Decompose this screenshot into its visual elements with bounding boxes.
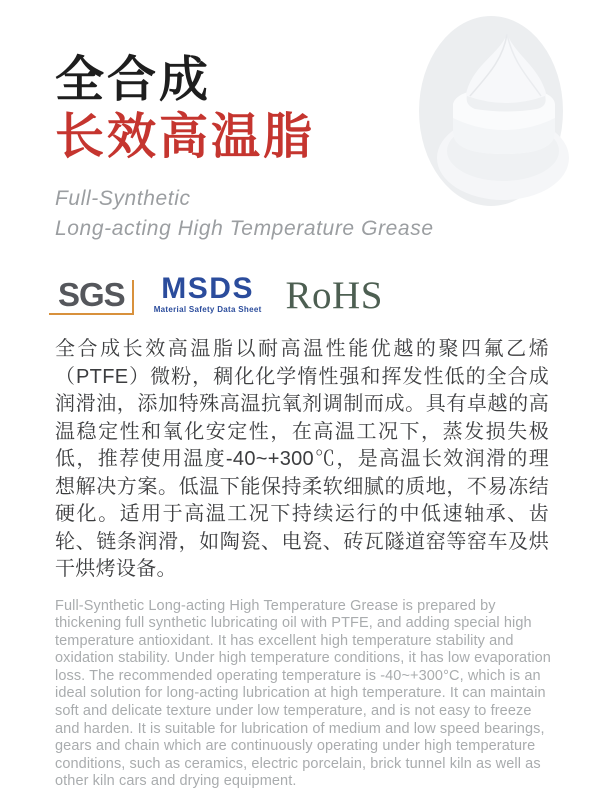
rohs-logo <box>285 274 383 318</box>
rohs-logo-text: RoHS <box>285 274 383 317</box>
subtitle-en <box>55 184 555 244</box>
sgs-logo <box>58 278 134 318</box>
subtitle-line1: Full-Synthetic <box>55 187 191 210</box>
page-title-cn-red: 长效高温脂 <box>55 110 316 164</box>
msds-logo-text: MSDS <box>161 272 254 305</box>
page-title-cn: 全合成 <box>55 53 212 107</box>
description-english: Full-Synthetic Long-acting High Temperature Grease is prepared by thickening full synthetic lubricating oil with PTFE, and adding special high temperature antioxidant. It has excellent high temperature stability and oxidation stability. Under high temperature conditions, it has low evaporation loss. The recommended operating temperature is -40~+300°C, which is an ideal solution for long-acting lubrication at high temperature. It can maintain soft and delicate texture under low temperature, and is not easy to freeze and harden. It is suitable for lubrication of medium and low speed bearings, gears and chain which are continuously operating under high temperature conditions, such as ceramics, electric porcelain, brick tunnel kiln as well as other kiln cars and drying equipment. <box>55 597 551 790</box>
description-chinese: 全合成长效高温脂以耐高温性能优越的聚四氟乙烯（PTFE）微粉，稠化化学惰性强和挥发性低的全合成润滑油，添加特殊高温抗氧剂调制而成。具有卓越的高温稳定性和氧化安定性，在高温工况下，蒸发损失极低，推荐使用温度-40~+300℃，是高温长效润滑的理想解决方案。低温下能保持柔软细腻的质地，不易冻结硬化。适用于高温工况下持续运行的中低速轴承、齿轮、链条润滑，如陶瓷、电瓷、砖瓦隧道窑等窑车及烘干烘烤设备。 <box>55 338 549 580</box>
sgs-underline <box>49 313 134 315</box>
msds-logo-subtext: Material Safety Data Sheet <box>153 305 262 314</box>
subtitle-line2: Long-acting High Temperature Grease <box>55 217 434 240</box>
sgs-vertical-line <box>132 280 134 315</box>
sgs-logo-text: SGS <box>58 276 125 313</box>
msds-logo <box>153 272 262 318</box>
certification-logos <box>55 270 555 318</box>
